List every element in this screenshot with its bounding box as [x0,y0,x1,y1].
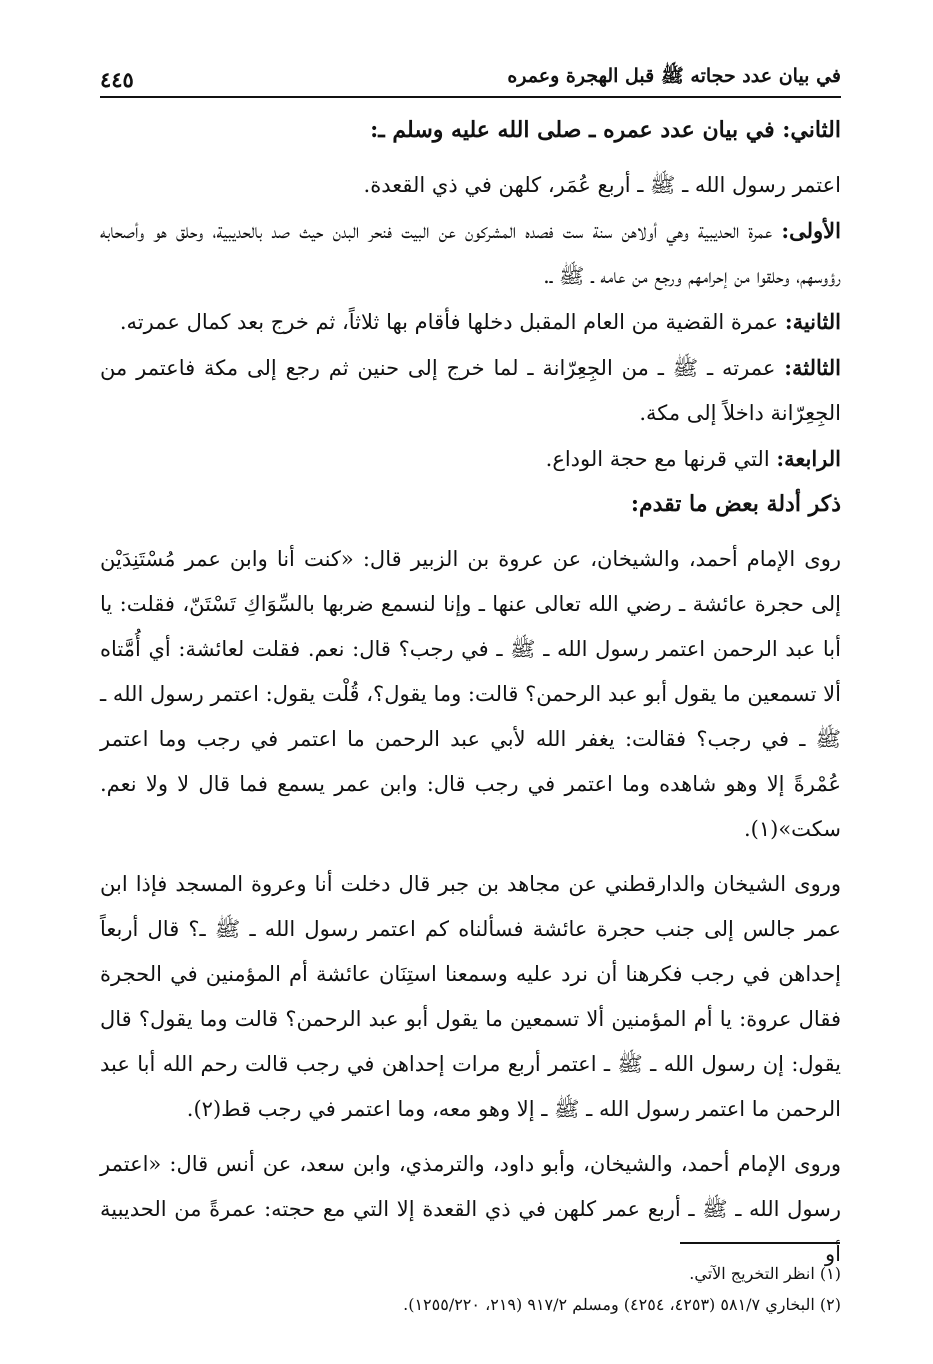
hadith-paragraph: وروى الإمام أحمد، والشيخان، وأبو داود، والترمذي، وابن سعد، عن أنس قال: «اعتمر رسول الله ـ ﷺ ـ أربع عمر كلهن في ذي القعدة إلا التي مع حجته: عمرةً من الحديبية أو [100,1152,841,1266]
page-body [100,108,841,1277]
hadith-paragraph: وروى الشيخان والدارقطني عن مجاهد بن جبر قال دخلت أنا وعروة المسجد فإذا ابن عمر جالس إلى جنب حجرة عائشة فسألناه كم اعتمر رسول الله ـ ﷺ ـ؟ قال أربعاً إحداهن في رجب فكرهنا أن نرد عليه وسمعنا استِنَان عائشة أم المؤمنين في الحجرة فقال عروة: يا أم المؤمنين ألا تسمعين ما يقول أبو عبد الرحمن؟ قالت وما يقول؟ قال يقول: إن رسول الله ـ ﷺ ـ اعتمر أربع مرات إحداهن في رجب قالت رحم الله أبا عبد الرحمن ما اعتمر رسول الله ـ ﷺ ـ إلا وهو معه، وما اعتمر في رجب قط(٢). [100,872,841,1121]
umrah-item-third [100,345,841,436]
umrah-label: الثانية: [784,309,841,334]
umrah-text: عمرته ـ ﷺ ـ من الجِعِرّانة ـ لما خرج إلى حنين ثم رجع إلى مكة فاعتمر من الجِعِرّانة داخلاً إلى مكة. [100,356,841,425]
umrah-text: عمرة الحديبية وهي أولاهن سنة ست فصده المشركون عن البيت فنحر البدن حيث صد بالحديبية، وحلق هو وأصحابه رؤوسهم، وحلقوا من إحرامهم ورجع من عامه ـ ﷺ ـ. [100,219,841,288]
umrah-label: الثالثة: [784,355,841,380]
umrah-item-second [100,299,841,345]
footnote-separator [680,1242,840,1244]
footnote: (٢) البخاري ٥٨١/٧ (٤٢٥٣، ٤٢٥٤) ومسلم ٩١٧/٢ (٢١٩، ١٢٥٥/٢٢٠). [403,1295,841,1314]
umrah-label: الرابعة: [776,446,841,471]
umrah-label: الأولى: [781,218,841,243]
page-header [100,58,841,98]
hadith-paragraph: روى الإمام أحمد، والشيخان، عن عروة بن الزبير قال: «كنت أنا وابن عمر مُسْتَنِدَيْن إلى حجرة عائشة ـ رضي الله تعالى عنها ـ وإنا لنسمع ضربها بالسِّوَاكِ تَسْتَنّ، فقلت: يا أبا عبد الرحمن اعتمر رسول الله ـ ﷺ ـ في رجب؟ قال: نعم. فقلت لعائشة: أي أُمَّتاه ألا تسمعين ما يقول أبو عبد الرحمن؟ قالت: وما يقول؟، قُلْت يقول: اعتمر رسول الله ـ ﷺ ـ في رجب؟ فقالت: يغفر الله لأبي عبد الرحمن ما اعتمر في رجب وما اعتمر عُمْرةً إلا وهو شاهده وما اعتمر في رجب قال: وابن عمر يسمع فما قال لا ولا نعم. سكت»(١). [100,547,841,841]
footnote: (١) انظر التخريج الآتي. [689,1264,841,1283]
umrah-text: عمرة القضية من العام المقبل دخلها فأقام بها ثلاثاً، ثم خرج بعد كمال عمرته. [119,310,779,334]
running-title: في بيان عدد حجاته ﷺ قبل الهجرة وعمره [507,65,841,87]
umrah-item-fourth [100,436,841,482]
intro-paragraph: اعتمر رسول الله ـ ﷺ ـ أربع عُمَر، كلهن في ذي القعدة. [363,173,841,197]
umrah-text: التي قرنها مع حجة الوداع. [545,447,770,471]
footnotes [100,1258,841,1320]
page-number: ٤٤٥ [100,67,134,92]
section-title: الثاني: في بيان عدد عمره ـ صلى الله عليه وسلم ـ: [370,117,841,143]
evidence-heading: ذكر أدلة بعض ما تقدم: [630,491,841,517]
umrah-item-first [100,208,841,299]
